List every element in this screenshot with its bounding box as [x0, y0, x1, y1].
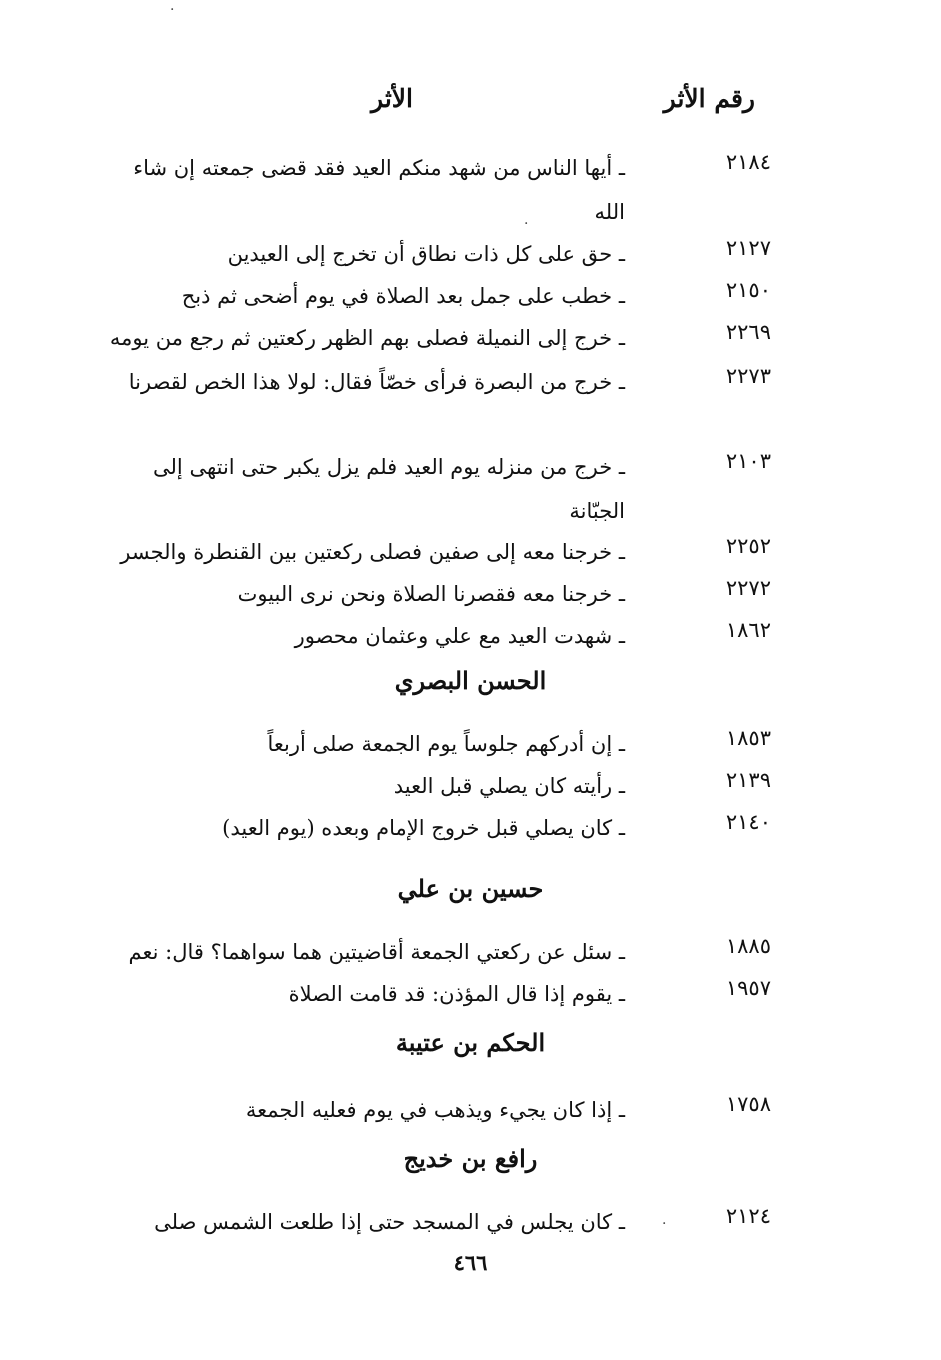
entry-text: ـ سئل عن ركعتي الجمعة أقاضيتين هما سواهما؟ قال: نعم — [128, 940, 625, 964]
entry-number: ٢١٢٤ — [725, 1204, 771, 1228]
entry-number: ٢٢٦٩ — [725, 320, 771, 344]
page-number: ٤٦٦ — [453, 1250, 488, 1275]
entry-number: ١٨٦٢ — [725, 618, 771, 642]
section-title: رافع بن خديج — [403, 1144, 538, 1173]
entry-text: ـ خطب على جمل بعد الصلاة في يوم أضحى ثم ذبح — [181, 284, 625, 308]
entry-text: ـ خرجنا معه إلى صفين فصلى ركعتين بين القنطرة والجسر — [120, 540, 625, 564]
entry-number: ١٩٥٧ — [725, 976, 771, 1000]
entry-number: ٢١٤٠ — [725, 810, 771, 834]
entry-number: ١٨٨٥ — [725, 934, 771, 958]
entry-number: ٢١٥٠ — [725, 278, 771, 302]
entry-text: ـ رأيته كان يصلي قبل العيد — [393, 774, 625, 798]
section-title: حسين بن علي — [397, 874, 544, 903]
header-text-label: الأثر — [371, 84, 413, 113]
entry-number: ٢٢٥٢ — [725, 534, 771, 558]
scan-speck: · — [170, 2, 175, 18]
entry-text: ـ كان يصلي قبل خروج الإمام وبعده (يوم العيد) — [222, 816, 625, 840]
entry-number: ٢٢٧٢ — [725, 576, 771, 600]
entry-text: ـ خرج إلى النميلة فصلى بهم الظهر ركعتين ثم رجع من يومه — [109, 326, 625, 350]
scan-speck: · — [524, 216, 529, 232]
scan-speck: · — [662, 1216, 667, 1232]
entry-text: ـ خرج من منزله يوم العيد فلم يزل يكبر حتى انتهى إلى الجبّانة — [153, 455, 625, 523]
entry-text: ـ إذا كان يجيء ويذهب في يوم فعليه الجمعة — [245, 1098, 625, 1122]
entry-text: ـ كان يجلس في المسجد حتى إذا طلعت الشمس صلى — [154, 1210, 625, 1234]
entry-text: ـ يقوم إذا قال المؤذن: قد قامت الصلاة — [288, 982, 625, 1006]
section-title: الحكم بن عتيبة — [395, 1028, 546, 1057]
entry-number: ٢٢٧٣ — [725, 364, 771, 388]
header-text-column — [371, 84, 413, 113]
entry-text: ـ إن أدركهم جلوساً يوم الجمعة صلى أربعاً — [267, 732, 625, 756]
header-number-column: رقم الأثر — [663, 84, 755, 113]
entry-text: ـ خرج من البصرة فرأى خصّاً فقال: لولا هذا الخص لقصرنا — [128, 370, 625, 394]
entry-text: ـ أيها الناس من شهد منكم العيد فقد قضى جمعته إن شاء الله — [133, 156, 625, 224]
entry-number: ١٨٥٣ — [725, 726, 771, 750]
entry-text: ـ حق على كل ذات نطاق أن تخرج إلى العيدين — [227, 242, 625, 266]
entry-number: ٢١٢٧ — [725, 236, 771, 260]
entry-text: ـ خرجنا معه فقصرنا الصلاة ونحن نرى البيوت — [237, 582, 625, 606]
entry-number: ٢١٠٣ — [725, 449, 771, 473]
entry-number: ١٧٥٨ — [725, 1092, 771, 1116]
section-title: الحسن البصري — [394, 666, 547, 695]
entry-number: ٢١٣٩ — [725, 768, 771, 792]
entry-number: ٢١٨٤ — [725, 150, 771, 174]
entry-text: ـ شهدت العيد مع علي وعثمان محصور — [294, 624, 625, 648]
